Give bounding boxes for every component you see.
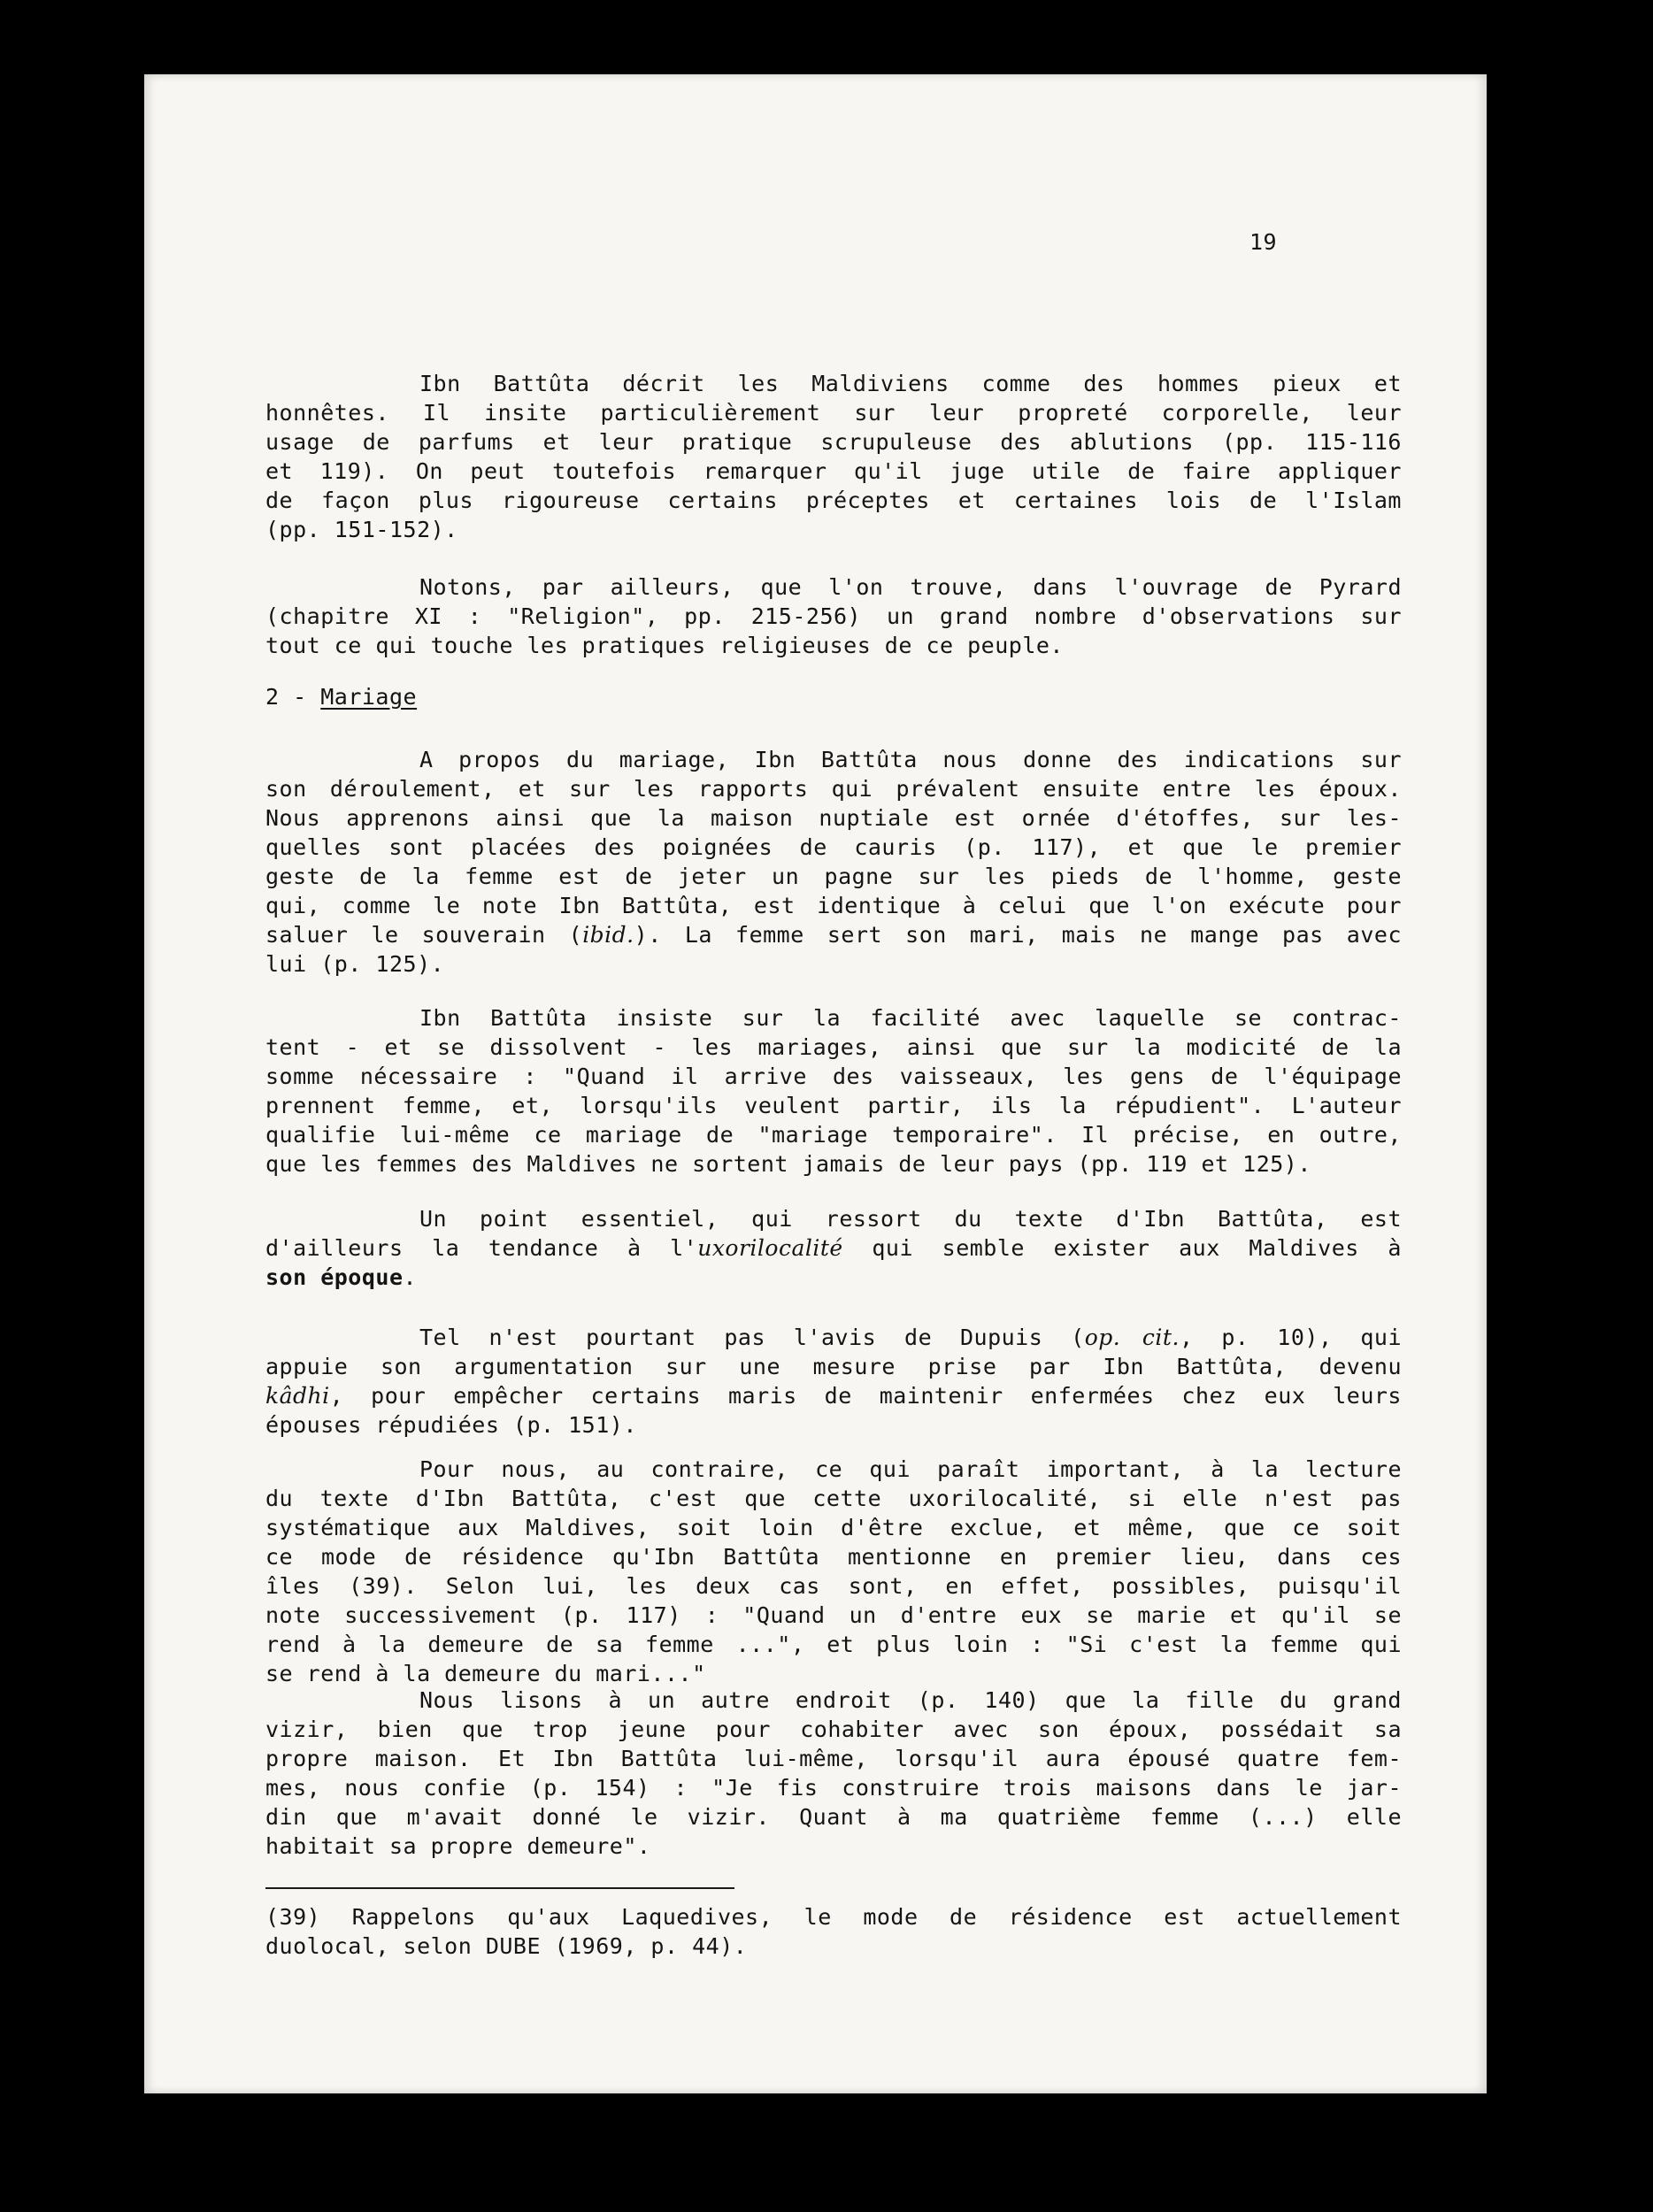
footnote-line: (39) Rappelons qu'aux Laquedives, le mode de résidence est actuellement — [265, 1904, 1402, 1930]
text-line: propre maison. Et Ibn Battûta lui-même, lorsqu'il aura épousé quatre fem- — [265, 1746, 1402, 1771]
text-line: appuie son argumentation sur une mesure prise par Ibn Battûta, devenu — [265, 1354, 1402, 1379]
text-line: se rend à la demeure du mari..." — [265, 1661, 706, 1686]
text-line: vizir, bien que trop jeune pour cohabiter avec son époux, possédait sa — [265, 1717, 1402, 1742]
text-line: que les femmes des Maldives ne sortent jamais de leur pays (pp. 119 et 125). — [265, 1151, 1311, 1177]
text-line: (chapitre XI : "Religion", pp. 215-256) un grand nombre d'observations sur — [265, 603, 1402, 629]
text-line: son époque. — [265, 1264, 418, 1290]
text-line: Tel n'est pourtant pas l'avis de Dupuis (op. cit., p. 10), qui — [419, 1325, 1402, 1350]
paragraph-temporary-marriage — [265, 1003, 1402, 1179]
text-line: saluer le souverain (ibid.). La femme sert son mari, mais ne mange pas avec — [265, 922, 1403, 948]
text-line: Ibn Battûta décrit les Maldiviens comme des hommes pieux et — [419, 371, 1402, 396]
text-line: Un point essentiel, qui ressort du texte d'Ibn Battûta, est — [419, 1206, 1402, 1232]
document-page — [144, 74, 1487, 2093]
text-line: épouses répudiées (p. 151). — [265, 1412, 637, 1438]
text-line: lui (p. 125). — [265, 951, 445, 977]
footnote-line: duolocal, selon DUBE (1969, p. 44). — [265, 1933, 748, 1959]
text-line: Notons, par ailleurs, que l'on trouve, dans l'ouvrage de Pyrard — [419, 574, 1402, 600]
text-line: tout ce qui touche les pratiques religieuses de ce peuple. — [265, 633, 1064, 658]
text-line: Nous apprenons ainsi que la maison nuptiale est ornée d'étoffes, sur les- — [265, 805, 1402, 831]
text-line: Nous lisons à un autre endroit (p. 140) que la fille du grand — [419, 1687, 1402, 1713]
text-line: (pp. 151-152). — [265, 517, 458, 542]
paragraph-dupuis — [265, 1323, 1402, 1440]
text-line: systématique aux Maldives, soit loin d'être exclue, et même, que ce soit — [265, 1515, 1402, 1540]
text-line: prennent femme, et, lorsqu'ils veulent partir, ils la répudient". L'auteur — [265, 1093, 1402, 1118]
paragraph-vizir — [265, 1686, 1402, 1861]
text-line: mes, nous confie (p. 154) : "Je fis construire trois maisons dans le jar- — [265, 1775, 1402, 1801]
text-line: quelles sont placées des poignées de cauris (p. 117), et que le premier — [265, 834, 1402, 860]
text-line: note successivement (p. 117) : "Quand un d'entre eux se marie et qu'il se — [265, 1602, 1402, 1628]
paragraph-pyrard — [265, 572, 1402, 660]
section-number: 2 - — [265, 684, 307, 710]
text-line: tent - et se dissolvent - les mariages, ainsi que sur la modicité de la — [265, 1034, 1402, 1060]
text-line: qui, comme le note Ibn Battûta, est identique à celui que l'on exécute pour — [265, 893, 1402, 918]
text-line: din que m'avait donné le vizir. Quant à ma quatrième femme (...) elle — [265, 1804, 1402, 1830]
text-line: A propos du mariage, Ibn Battûta nous donne des indications sur — [419, 747, 1402, 772]
text-line: kâdhi, pour empêcher certains maris de maintenir enfermées chez eux leurs — [265, 1383, 1402, 1409]
text-line: rend à la demeure de sa femme ...", et plus loin : "Si c'est la femme qui — [265, 1632, 1402, 1657]
text-line: îles (39). Selon lui, les deux cas sont, en effet, possibles, puisqu'il — [265, 1573, 1402, 1599]
text-line: geste de la femme est de jeter un pagne sur les pieds de l'homme, geste — [265, 864, 1402, 889]
paragraph-residence — [265, 1455, 1402, 1688]
text-line: Pour nous, au contraire, ce qui paraît important, à la lecture — [419, 1456, 1402, 1482]
text-line: d'ailleurs la tendance à l'uxorilocalité qui semble exister aux Maldives à — [265, 1235, 1402, 1261]
text-line: honnêtes. Il insite particulièrement sur leur propreté corporelle, leur — [265, 400, 1402, 426]
footnote-rule — [265, 1887, 734, 1889]
footnote — [265, 1902, 1402, 1961]
page-number: 19 — [1249, 229, 1278, 255]
text-line: de façon plus rigoureuse certains préceptes et certaines lois de l'Islam — [265, 488, 1402, 513]
paragraph-wedding — [265, 745, 1402, 979]
text-line: somme nécessaire : "Quand il arrive des vaisseaux, les gens de l'équipage — [265, 1064, 1402, 1089]
section-heading — [265, 680, 417, 715]
text-line: usage de parfums et leur pratique scrupuleuse des ablutions (pp. 115-116 — [265, 429, 1402, 455]
text-line: Ibn Battûta insiste sur la facilité avec laquelle se contrac- — [419, 1005, 1402, 1031]
paragraph-uxorilocality — [265, 1204, 1402, 1292]
text-line: et 119). On peut toutefois remarquer qu'il juge utile de faire appliquer — [265, 458, 1402, 484]
paragraph-piety — [265, 369, 1402, 544]
text-line: qualifie lui-même ce mariage de "mariage temporaire". Il précise, en outre, — [265, 1122, 1402, 1148]
section-title: Mariage — [320, 684, 418, 710]
text-line: du texte d'Ibn Battûta, c'est que cette uxorilocalité, si elle n'est pas — [265, 1486, 1402, 1511]
text-line: habitait sa propre demeure". — [265, 1833, 651, 1859]
text-line: ce mode de résidence qu'Ibn Battûta mentionne en premier lieu, dans ces — [265, 1544, 1402, 1570]
text-line: son déroulement, et sur les rapports qui prévalent ensuite entre les époux. — [265, 776, 1402, 802]
